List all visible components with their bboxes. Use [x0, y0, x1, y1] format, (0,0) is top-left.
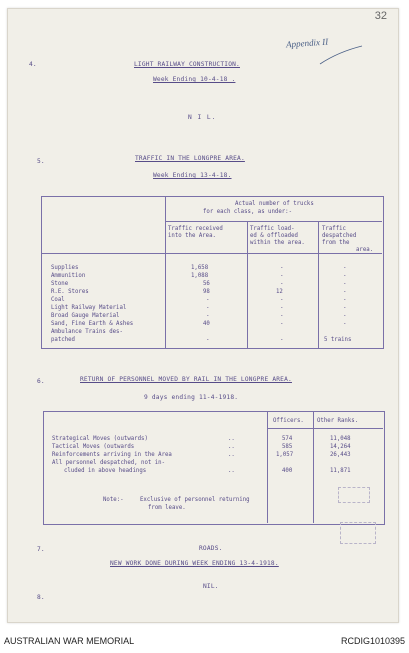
- table-cell: 5 trains: [324, 337, 352, 343]
- table-cell: -: [343, 297, 347, 303]
- section-body: N I L.: [188, 114, 217, 121]
- section-body: NIL.: [203, 583, 219, 590]
- page-number: 32: [374, 10, 387, 22]
- table-row-label: Supplies: [51, 265, 79, 271]
- archive-footer-left: AUSTRALIAN WAR MEMORIAL: [4, 636, 135, 646]
- table-column-header: ed & offloaded: [250, 233, 298, 239]
- table-row-label: patched: [51, 337, 75, 343]
- faint-stamp: [340, 522, 376, 544]
- table-note: from leave.: [148, 505, 186, 511]
- table-row-label: Coal: [51, 297, 65, 303]
- table-row-label: cluded in above headings: [64, 468, 147, 474]
- table-note-label: Note:-: [103, 497, 124, 503]
- table-cell: 1,658: [191, 265, 209, 271]
- handwritten-annotation: Appendix II: [285, 36, 329, 50]
- section-number: 5.: [37, 158, 45, 165]
- table-row-label: Light Railway Material: [51, 305, 127, 311]
- section-period: 9 days ending 11-4-1918.: [144, 394, 239, 401]
- table-divider: [166, 221, 382, 222]
- table-row-label: All personnel despatched, not in-: [52, 460, 165, 466]
- table-cell: -: [280, 297, 284, 303]
- table-column-header: Traffic load-: [250, 226, 295, 232]
- table-group-header: Actual number of trucks: [235, 201, 314, 207]
- table-cell: 40: [203, 321, 210, 327]
- table-cell: -: [206, 337, 210, 343]
- archive-footer-right: RCDIG1010395: [340, 636, 405, 646]
- table-row-dots: ..: [228, 468, 235, 474]
- section-title: RETURN OF PERSONNEL MOVED BY RAIL IN THE LONGPRE AREA.: [80, 376, 292, 383]
- table-cell: 14,264: [330, 444, 351, 450]
- table-row-dots: ..: [228, 452, 235, 458]
- table-cell: 11,871: [330, 468, 351, 474]
- table-row-label: R.E. Stores: [51, 289, 89, 295]
- table-cell: -: [206, 297, 210, 303]
- table-cell: -: [343, 289, 347, 295]
- table-note: Exclusive of personnel returning: [140, 497, 250, 503]
- table-row-label: Sand, Fine Earth & Ashes: [51, 321, 134, 327]
- table-row-label: Reinforcements arriving in the Area: [52, 452, 172, 458]
- table-row-dots: ..: [228, 436, 235, 442]
- faint-stamp: [338, 487, 370, 503]
- table-cell: 400: [282, 468, 293, 474]
- table-cell: 1,088: [191, 273, 209, 279]
- section-number: 7.: [37, 546, 45, 553]
- table-cell: -: [206, 305, 210, 311]
- section-number: 4.: [29, 61, 37, 68]
- table-cell: -: [280, 313, 284, 319]
- table-row-label: Strategical Moves (outwards): [52, 436, 148, 442]
- table-column-header: Traffic: [322, 226, 346, 232]
- table-cell: -: [343, 313, 347, 319]
- table-cell: -: [206, 313, 210, 319]
- table-cell: -: [280, 265, 284, 271]
- section-subtitle: NEW WORK DONE DURING WEEK ENDING 13-4-1918.: [110, 560, 279, 567]
- table-cell: 98: [203, 289, 210, 295]
- table-cell: 12: [276, 289, 283, 295]
- table-column-header: area.: [356, 247, 374, 253]
- annotation-stroke: [318, 44, 364, 66]
- table-row-label: Tactical Moves (outwards: [52, 444, 135, 450]
- section-title: LIGHT RAILWAY CONSTRUCTION.: [134, 61, 240, 68]
- table-cell: 56: [203, 281, 210, 287]
- section-number: 6.: [37, 378, 45, 385]
- table-column-header: into the Area.: [168, 233, 216, 239]
- table-cell: -: [280, 337, 284, 343]
- section-title: ROADS.: [199, 545, 223, 552]
- table-cell: -: [343, 305, 347, 311]
- table-column-header: Traffic received: [168, 226, 223, 232]
- table-cell: 26,443: [330, 452, 351, 458]
- table-row-label: Ammunition: [51, 273, 86, 279]
- section-week: Week Ending 13-4-18.: [153, 172, 232, 179]
- table-column-header: Other Ranks.: [317, 418, 359, 424]
- table-column-header: within the area.: [250, 240, 305, 246]
- table-cell: -: [280, 305, 284, 311]
- table-row-label: Broad Gauge Material: [51, 313, 120, 319]
- table-divider: [42, 253, 382, 254]
- table-divider: [165, 197, 166, 348]
- table-cell: -: [280, 273, 284, 279]
- section-number: 8.: [37, 594, 45, 601]
- table-cell: 1,057: [276, 452, 294, 458]
- table-column-header: from the: [322, 240, 350, 246]
- section-week: Week Ending 10-4-18 .: [153, 76, 236, 83]
- table-cell: -: [343, 273, 347, 279]
- table-column-header: Officers.: [273, 418, 304, 424]
- table-cell: 11,048: [330, 436, 351, 442]
- table-cell: -: [343, 265, 347, 271]
- section-title: TRAFFIC IN THE LONGPRE AREA.: [135, 155, 245, 162]
- table-row-dots: ..: [228, 444, 235, 450]
- table-column-header: despatched: [322, 233, 357, 239]
- table-divider: [247, 222, 248, 348]
- table-divider: [268, 428, 383, 429]
- table-divider: [318, 222, 319, 348]
- table-cell: -: [280, 281, 284, 287]
- table-group-header: for each class, as under:-: [203, 209, 293, 215]
- table-cell: 585: [282, 444, 293, 450]
- table-cell: -: [343, 281, 347, 287]
- table-cell: -: [280, 321, 284, 327]
- table-row-label: Ambulance Trains des-: [51, 329, 123, 335]
- table-row-label: Stone: [51, 281, 69, 287]
- table-cell: -: [343, 321, 347, 327]
- table-cell: 574: [282, 436, 293, 442]
